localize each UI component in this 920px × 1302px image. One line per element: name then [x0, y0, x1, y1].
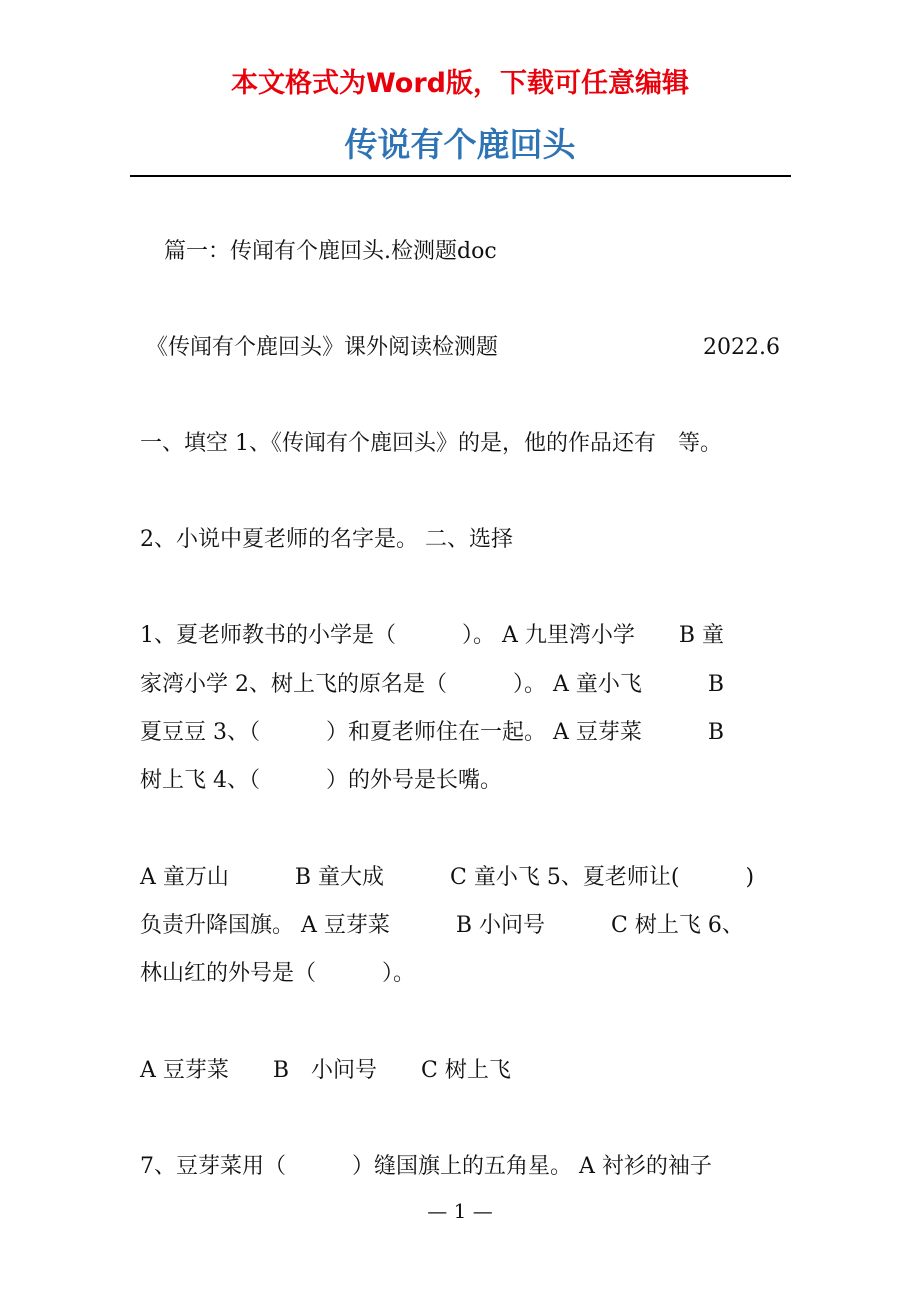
page-number: — 1 —: [427, 1199, 493, 1223]
paragraph-line: A 童万山 B 童大成 C 童小飞 5、夏老师让( ): [140, 865, 755, 890]
paragraph-line: 一、填空 1、《传闻有个鹿回头》的是，他的作品还有 等。: [140, 431, 722, 456]
paragraph-line: 家湾小学 2、树上飞的原名是（ ）。 A 童小飞 B: [140, 672, 725, 697]
subtitle-text: 《传闻有个鹿回头》课外阅读检测题: [146, 335, 499, 360]
paragraph-line: 1、夏老师教书的小学是（ ）。 A 九里湾小学 B 童: [140, 623, 725, 648]
paragraph-line: 树上飞 4、（ ）的外号是长嘴。: [140, 768, 502, 793]
paragraph-line: 7、豆芽菜用（ ）缝国旗上的五角星。 A 衬衫的袖子: [140, 1154, 712, 1179]
chapter-heading: 篇一：传闻有个鹿回头.检测题doc: [164, 239, 497, 264]
paragraph-line: 夏豆豆 3、（ ）和夏老师住在一起。 A 豆芽菜 B: [140, 720, 725, 745]
subtitle-date: 2022.6: [703, 335, 780, 360]
subtitle-row: [146, 332, 780, 364]
format-banner: 本文格式为Word版，下载可任意编辑: [230, 68, 689, 99]
paragraph-line: A 豆芽菜 B 小问号 C 树上飞: [140, 1058, 511, 1083]
page-title: 传说有个鹿回头: [344, 125, 576, 164]
paragraph-line: 林山红的外号是（ ）。: [140, 961, 416, 986]
paragraph-line: 负责升降国旗。 A 豆芽菜 B 小问号 C 树上飞 6、: [140, 913, 744, 938]
paragraph-line: 2、小说中夏老师的名字是。 二、选择: [140, 527, 513, 552]
title-divider: [130, 175, 791, 177]
